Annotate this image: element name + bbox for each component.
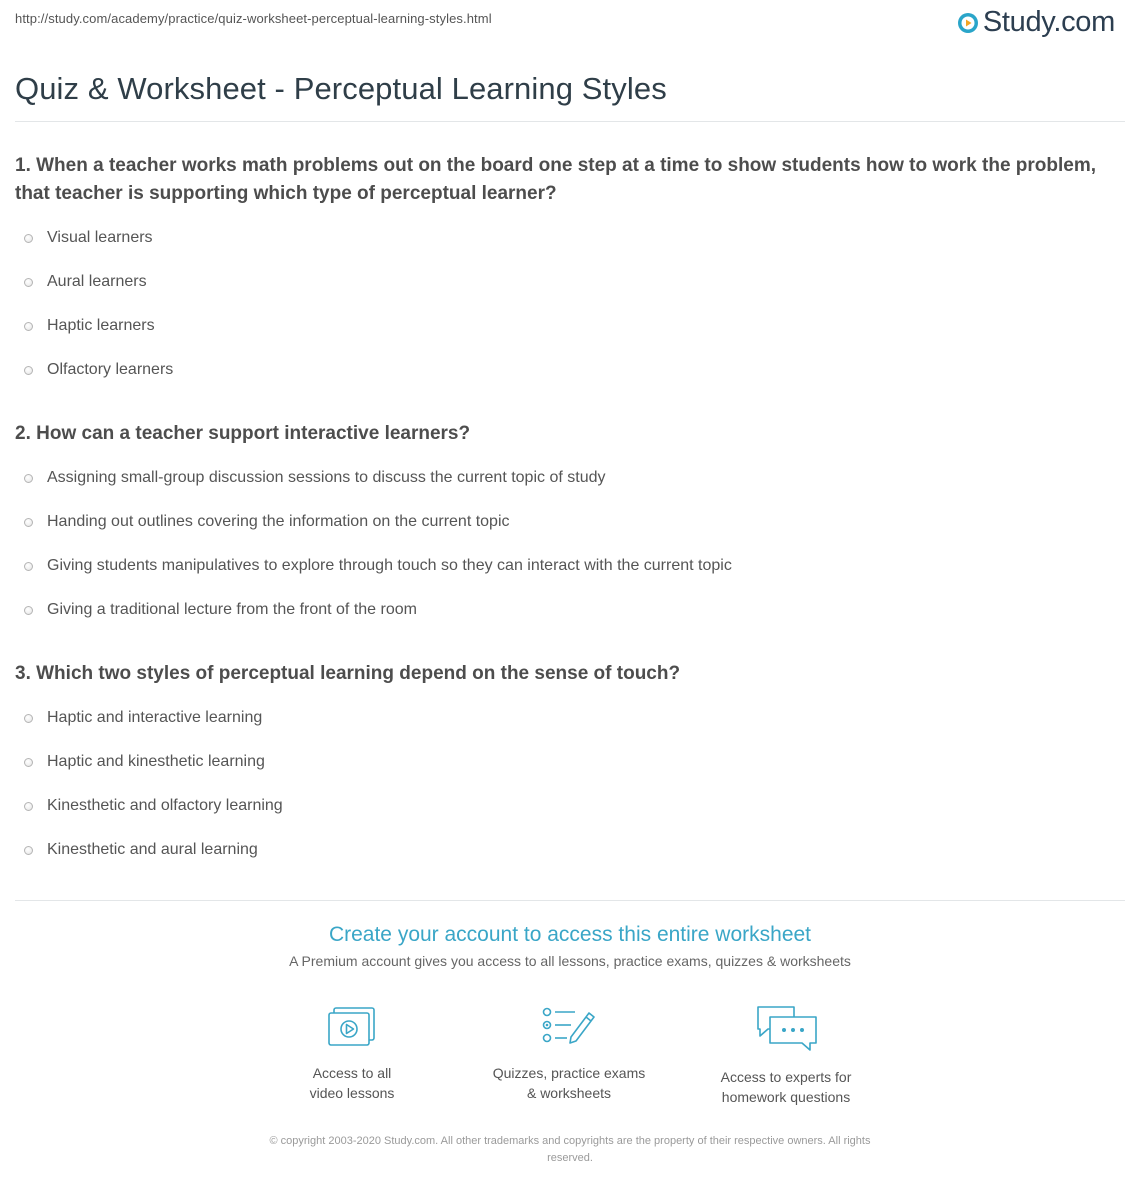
answer-option[interactable] <box>15 828 1110 872</box>
copyright-line: reserved. <box>547 1152 593 1164</box>
feature-label: video lessons <box>309 1085 395 1101</box>
answer-option[interactable] <box>15 588 1110 632</box>
cta-divider <box>15 900 1125 901</box>
answer-label: Aural learners <box>47 273 147 290</box>
radio-button[interactable] <box>24 322 33 331</box>
answer-label: Olfactory learners <box>47 361 174 378</box>
feature-label: & worksheets <box>526 1085 612 1101</box>
premium-description: A Premium account gives you access to all lessons, practice exams, quizzes & worksheets <box>289 953 851 969</box>
chat-bubbles-icon <box>754 1003 818 1053</box>
feature-label: Quizzes, practice exams <box>492 1065 646 1081</box>
question-3 <box>15 660 1110 872</box>
feature-quizzes <box>469 1003 669 1103</box>
radio-button[interactable] <box>24 366 33 375</box>
radio-button[interactable] <box>24 234 33 243</box>
answer-label: Handing out outlines covering the information on the current topic <box>47 513 510 530</box>
radio-button[interactable] <box>24 278 33 287</box>
answer-label: Assigning small-group discussion sessions to discuss the current topic of study <box>47 469 606 486</box>
radio-button[interactable] <box>24 606 33 615</box>
radio-button[interactable] <box>24 846 33 855</box>
feature-video-lessons <box>252 1003 452 1103</box>
title-divider <box>15 121 1125 122</box>
answer-label: Haptic and kinesthetic learning <box>47 753 265 770</box>
logo-text: Study.com <box>982 6 1115 38</box>
answer-options <box>15 216 1110 392</box>
radio-button[interactable] <box>24 714 33 723</box>
radio-button[interactable] <box>24 562 33 571</box>
play-circle-icon <box>957 12 979 34</box>
answer-option[interactable] <box>15 784 1110 828</box>
answer-option[interactable] <box>15 260 1110 304</box>
answer-label: Haptic learners <box>47 317 155 334</box>
answer-option[interactable] <box>15 216 1110 260</box>
answer-option[interactable] <box>15 304 1110 348</box>
radio-button[interactable] <box>24 474 33 483</box>
answer-option[interactable] <box>15 500 1110 544</box>
answer-options <box>15 456 1110 632</box>
answer-label: Visual learners <box>47 229 153 246</box>
feature-label: homework questions <box>721 1089 851 1105</box>
create-account-link[interactable]: Create your account to access this entire worksheet <box>328 923 812 946</box>
radio-button[interactable] <box>24 518 33 527</box>
video-lessons-icon <box>326 1003 378 1049</box>
question-text: 1. When a teacher works math problems out on the board one step at a time to show students how to work the problem, that teacher is supporting which type of perceptual learner? <box>15 155 1097 204</box>
feature-label: Access to experts for <box>720 1069 852 1085</box>
radio-button[interactable] <box>24 758 33 767</box>
answer-option[interactable] <box>15 348 1110 392</box>
study-logo[interactable] <box>957 6 1115 39</box>
question-text: 2. How can a teacher support interactive learners? <box>15 423 471 444</box>
answer-options <box>15 696 1110 872</box>
copyright-notice <box>215 1133 925 1167</box>
answer-option[interactable] <box>15 696 1110 740</box>
answer-option[interactable] <box>15 456 1110 500</box>
question-1 <box>15 152 1110 392</box>
question-2 <box>15 420 1110 632</box>
feature-label: Access to all <box>312 1065 392 1081</box>
answer-option[interactable] <box>15 544 1110 588</box>
page-title: Quiz & Worksheet - Perceptual Learning Styles <box>15 71 667 106</box>
question-text: 3. Which two styles of perceptual learning depend on the sense of touch? <box>15 663 681 684</box>
answer-option[interactable] <box>15 740 1110 784</box>
answer-label: Giving students manipulatives to explore through touch so they can interact with the current topic <box>47 557 732 574</box>
quiz-checklist-icon <box>541 1003 597 1049</box>
feature-experts <box>686 1003 886 1107</box>
answer-label: Kinesthetic and olfactory learning <box>47 797 283 814</box>
copyright-line: © copyright 2003-2020 Study.com. All other trademarks and copyrights are the property of their respective owners. All rights <box>269 1135 871 1147</box>
radio-button[interactable] <box>24 802 33 811</box>
answer-label: Giving a traditional lecture from the front of the room <box>47 601 417 618</box>
answer-label: Haptic and interactive learning <box>47 709 263 726</box>
answer-label: Kinesthetic and aural learning <box>47 841 258 858</box>
page-url: http://study.com/academy/practice/quiz-worksheet-perceptual-learning-styles.html <box>15 11 492 26</box>
